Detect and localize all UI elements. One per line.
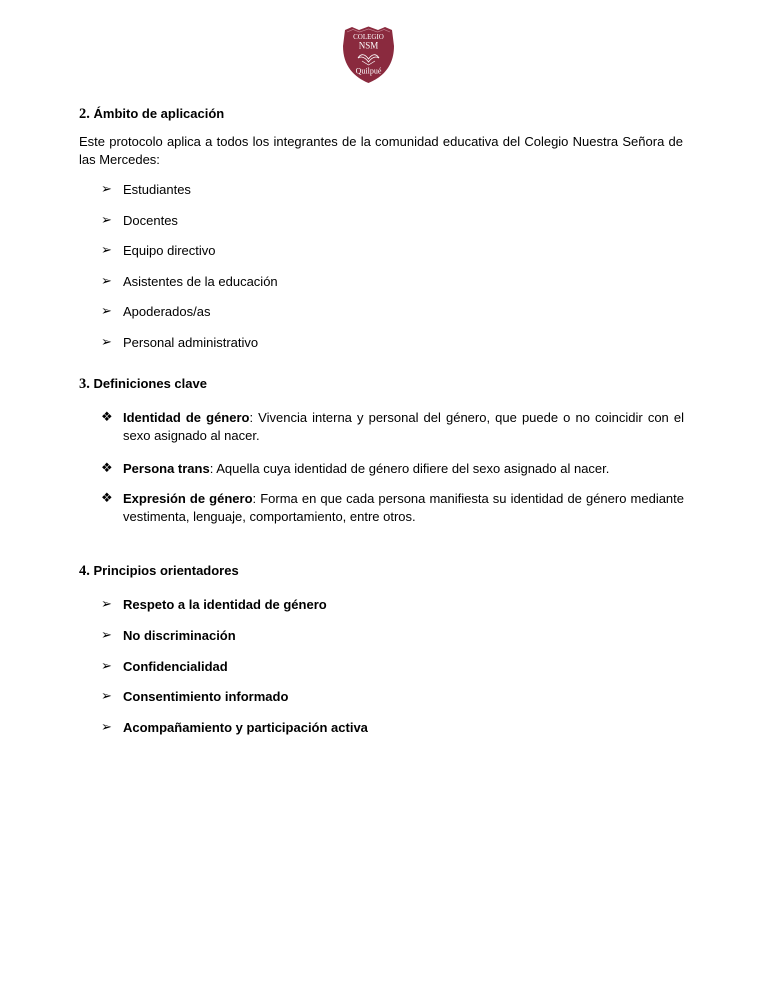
section-number: 3. — [79, 376, 90, 392]
list-item-text: Acompañamiento y participación activa — [123, 720, 368, 735]
section-intro: Este protocolo aplica a todos los integrantes de la comunidad educativa del Colegio Nuestra Señora de las Mercedes: — [79, 134, 683, 167]
definition-term: Persona trans — [123, 461, 210, 476]
section-heading — [79, 376, 207, 393]
list-item-text: Asistentes de la educación — [123, 274, 278, 289]
arrowhead-bullet-icon: ➢ — [101, 689, 112, 704]
section-title: Definiciones clave — [93, 376, 207, 391]
section-heading — [79, 563, 239, 580]
arrowhead-bullet-icon: ➢ — [101, 304, 112, 319]
arrowhead-bullet-icon: ➢ — [101, 274, 112, 289]
section-title: Ámbito de aplicación — [93, 106, 225, 121]
list-item — [101, 627, 684, 645]
section-number: 2. — [79, 106, 90, 122]
arrowhead-bullet-icon: ➢ — [101, 335, 112, 350]
list-item-text: Estudiantes — [123, 182, 191, 197]
svg-text:COLEGIO: COLEGIO — [353, 33, 384, 41]
section-heading — [79, 106, 224, 123]
arrowhead-bullet-icon: ➢ — [101, 659, 112, 674]
school-crest-icon — [341, 26, 396, 84]
arrowhead-bullet-icon: ➢ — [101, 182, 112, 197]
arrowhead-bullet-icon: ➢ — [101, 243, 112, 258]
list-item-text: Docentes — [123, 213, 178, 228]
list-item-text: Respeto a la identidad de género — [123, 597, 327, 612]
list-item — [101, 242, 684, 260]
arrowhead-bullet-icon: ➢ — [101, 597, 112, 612]
list-item — [101, 719, 684, 737]
definition-item — [101, 490, 684, 526]
arrowhead-bullet-icon: ➢ — [101, 213, 112, 228]
list-item-text: Personal administrativo — [123, 335, 259, 350]
list-item-text: Apoderados/as — [123, 304, 211, 319]
list-item — [101, 273, 684, 291]
list-item-text: Consentimiento informado — [123, 689, 289, 704]
definition-term: Identidad de género — [123, 410, 250, 425]
list-item — [101, 212, 684, 230]
section-number: 4. — [79, 563, 90, 579]
definition-item — [101, 460, 684, 478]
section-title: Principios orientadores — [93, 563, 239, 578]
list-item — [101, 658, 684, 676]
list-item — [101, 181, 684, 199]
list-item-text: No discriminación — [123, 628, 236, 643]
diamond-bullet-icon: ❖ — [101, 491, 113, 506]
diamond-bullet-icon: ❖ — [101, 410, 113, 425]
list-item — [101, 596, 684, 614]
arrowhead-bullet-icon: ➢ — [101, 720, 112, 735]
definition-text: : Forma en que cada persona manifiesta su identidad de género mediante vestimenta, lenguaje, comportamiento, entre otros. — [123, 491, 685, 524]
list-item — [101, 303, 684, 321]
svg-text:NSM: NSM — [358, 40, 379, 51]
arrowhead-bullet-icon: ➢ — [101, 628, 112, 643]
diamond-bullet-icon: ❖ — [101, 461, 113, 476]
list-item-text: Equipo directivo — [123, 243, 216, 258]
definition-text: : Aquella cuya identidad de género difiere del sexo asignado al nacer. — [209, 461, 610, 476]
list-item-text: Confidencialidad — [123, 659, 228, 674]
list-item — [101, 334, 684, 352]
school-crest-logo — [341, 26, 396, 84]
svg-text:Quilpué: Quilpué — [355, 66, 382, 76]
definition-item — [101, 409, 684, 445]
definition-text: : Vivencia interna y personal del género, que puede o no coincidir con el sexo asignado al nacer. — [123, 410, 684, 443]
list-item — [101, 688, 684, 706]
definition-term: Expresión de género — [123, 491, 253, 506]
